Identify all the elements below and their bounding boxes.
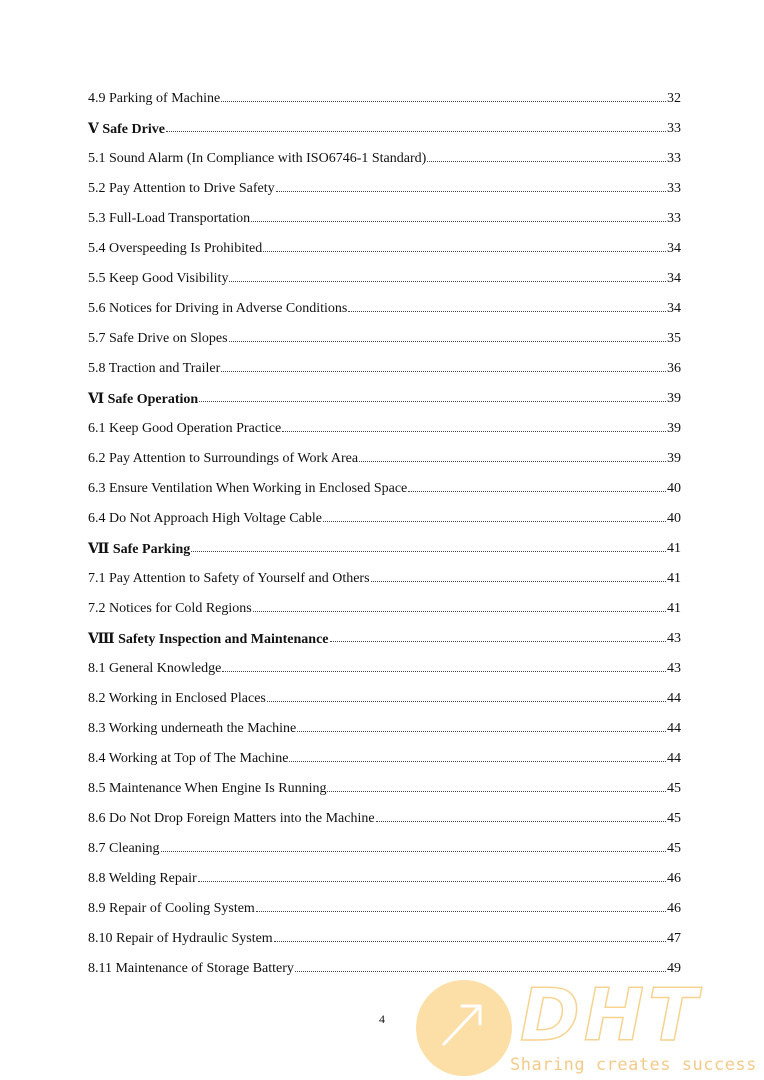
toc-dot-leader	[198, 881, 666, 882]
toc-entry-row[interactable]	[88, 294, 681, 324]
toc-entry-title: 5.3 Full-Load Transportation	[88, 211, 251, 226]
toc-entry-title: 8.6 Do Not Drop Foreign Matters into the Machine	[88, 811, 375, 826]
toc-page-number: 49	[667, 961, 681, 976]
toc-entry-title: 6.4 Do Not Approach High Voltage Cable	[88, 511, 322, 526]
toc-entry-row[interactable]	[88, 924, 681, 954]
toc-page-number: 35	[667, 331, 681, 346]
toc-dot-leader	[297, 731, 666, 732]
toc-dot-leader	[191, 551, 666, 552]
toc-page-number: 45	[667, 811, 681, 826]
toc-dot-leader	[276, 191, 666, 192]
toc-chapter-row[interactable]	[88, 534, 681, 564]
watermark-slogan: Sharing creates success	[510, 1055, 757, 1075]
arrow-icon	[436, 994, 492, 1050]
toc-chapter-row[interactable]	[88, 114, 681, 144]
toc-entry-row[interactable]	[88, 504, 681, 534]
toc-entry-row[interactable]	[88, 234, 681, 264]
toc-dot-leader	[327, 791, 666, 792]
toc-entry-row[interactable]	[88, 774, 681, 804]
toc-entry-row[interactable]	[88, 264, 681, 294]
toc-dot-leader	[330, 641, 667, 642]
toc-entry-row[interactable]	[88, 204, 681, 234]
toc-entry-row[interactable]	[88, 354, 681, 384]
toc-dot-leader	[229, 281, 666, 282]
toc-entry-row[interactable]	[88, 804, 681, 834]
toc-page-number: 39	[667, 391, 681, 406]
toc-page-number: 41	[667, 571, 681, 586]
toc-entry-title: 8.5 Maintenance When Engine Is Running	[88, 781, 327, 796]
toc-dot-leader	[253, 611, 666, 612]
toc-dot-leader	[348, 311, 666, 312]
toc-page-number: 45	[667, 841, 681, 856]
toc-page-number: 44	[667, 691, 681, 706]
toc-dot-leader	[161, 851, 666, 852]
toc-entry-title: 7.2 Notices for Cold Regions	[88, 601, 252, 616]
toc-entry-title: 6.2 Pay Attention to Surroundings of Work Area	[88, 451, 359, 466]
toc-page-number: 44	[667, 751, 681, 766]
toc-entry-title: 5.6 Notices for Driving in Adverse Conditions	[88, 301, 348, 316]
toc-entry-title: 8.4 Working at Top of The Machine	[88, 751, 289, 766]
toc-dot-leader	[427, 161, 666, 162]
toc-entry-title: 5.1 Sound Alarm (In Compliance with ISO6746-1 Standard)	[88, 151, 427, 166]
toc-entry-title: 7.1 Pay Attention to Safety of Yourself and Others	[88, 571, 370, 586]
toc-entry-title: 8.10 Repair of Hydraulic System	[88, 931, 273, 946]
toc-dot-leader	[359, 461, 666, 462]
toc-dot-leader	[251, 221, 666, 222]
toc-page-number: 33	[667, 181, 681, 196]
toc-page-number: 34	[667, 241, 681, 256]
toc-entry-title: 8.8 Welding Repair	[88, 871, 197, 886]
toc-dot-leader	[222, 671, 666, 672]
toc-page-number: 32	[667, 91, 681, 106]
toc-page-number: 39	[667, 451, 681, 466]
toc-entry-title: 5.5 Keep Good Visibility	[88, 271, 229, 286]
toc-page-number: 41	[667, 541, 681, 556]
toc-entry-title: 4.9 Parking of Machine	[88, 91, 221, 106]
toc-page-number: 47	[667, 931, 681, 946]
toc-page-number: 36	[667, 361, 681, 376]
toc-dot-leader	[221, 371, 666, 372]
watermark-logo: DHT	[520, 973, 702, 1057]
toc-entry-row[interactable]	[88, 654, 681, 684]
toc-page-number: 40	[667, 481, 681, 496]
toc-entry-row[interactable]	[88, 564, 681, 594]
page-number: 4	[379, 1012, 385, 1026]
toc-page-number: 40	[667, 511, 681, 526]
toc-entry-title: 5.2 Pay Attention to Drive Safety	[88, 181, 275, 196]
toc-entry-row[interactable]	[88, 894, 681, 924]
toc-entry-row[interactable]	[88, 174, 681, 204]
toc-dot-leader	[229, 341, 666, 342]
toc-dot-leader	[263, 251, 666, 252]
toc-dot-leader	[376, 821, 666, 822]
toc-entry-title: 8.2 Working in Enclosed Places	[88, 691, 266, 706]
toc-page-number: 46	[667, 871, 681, 886]
toc-entry-title: Ⅵ Safe Operation	[88, 391, 199, 407]
table-of-contents	[88, 84, 681, 984]
toc-page-number: 34	[667, 301, 681, 316]
toc-entry-title: 6.1 Keep Good Operation Practice	[88, 421, 282, 436]
toc-entry-title: 6.3 Ensure Ventilation When Working in Enclosed Space	[88, 481, 408, 496]
toc-dot-leader	[199, 401, 666, 402]
toc-page-number: 45	[667, 781, 681, 796]
toc-entry-row[interactable]	[88, 744, 681, 774]
toc-dot-leader	[221, 101, 666, 102]
toc-page-number: 44	[667, 721, 681, 736]
toc-page-number: 34	[667, 271, 681, 286]
toc-dot-leader	[166, 131, 666, 132]
toc-entry-row[interactable]	[88, 474, 681, 504]
toc-page-number: 33	[667, 151, 681, 166]
toc-entry-row[interactable]	[88, 444, 681, 474]
toc-chapter-row[interactable]	[88, 624, 681, 654]
toc-dot-leader	[267, 701, 666, 702]
toc-chapter-row[interactable]	[88, 384, 681, 414]
toc-entry-row[interactable]	[88, 324, 681, 354]
toc-entry-title: Ⅷ Safety Inspection and Maintenance	[88, 631, 329, 647]
toc-entry-row[interactable]	[88, 594, 681, 624]
toc-dot-leader	[274, 941, 666, 942]
toc-entry-title: 8.1 General Knowledge	[88, 661, 222, 676]
toc-page-number: 43	[667, 661, 681, 676]
toc-dot-leader	[289, 761, 666, 762]
toc-dot-leader	[282, 431, 666, 432]
toc-entry-row[interactable]	[88, 414, 681, 444]
toc-entry-row[interactable]	[88, 834, 681, 864]
toc-page-number: 39	[667, 421, 681, 436]
toc-entry-title: Ⅶ Safe Parking	[88, 541, 191, 557]
toc-dot-leader	[408, 491, 666, 492]
toc-entry-title: 8.3 Working underneath the Machine	[88, 721, 297, 736]
toc-entry-row[interactable]	[88, 684, 681, 714]
toc-dot-leader	[256, 911, 666, 912]
toc-page-number: 41	[667, 601, 681, 616]
toc-dot-leader	[371, 581, 666, 582]
toc-entry-row[interactable]	[88, 864, 681, 894]
toc-entry-title: 8.9 Repair of Cooling System	[88, 901, 255, 916]
toc-page-number: 33	[667, 211, 681, 226]
toc-entry-title: 5.8 Traction and Trailer	[88, 361, 221, 376]
toc-page-number: 43	[667, 631, 681, 646]
toc-entry-row[interactable]	[88, 714, 681, 744]
toc-dot-leader	[323, 521, 666, 522]
toc-entry-title: Ⅴ Safe Drive	[88, 121, 165, 137]
toc-entry-row[interactable]	[88, 144, 681, 174]
toc-page-number: 33	[667, 121, 681, 136]
toc-entry-row[interactable]	[88, 84, 681, 114]
toc-page-number: 46	[667, 901, 681, 916]
toc-entry-title: 8.11 Maintenance of Storage Battery	[88, 961, 294, 976]
toc-entry-title: 8.7 Cleaning	[88, 841, 160, 856]
toc-dot-leader	[295, 971, 666, 972]
toc-entry-title: 5.4 Overspeeding Is Prohibited	[88, 241, 263, 256]
toc-entry-title: 5.7 Safe Drive on Slopes	[88, 331, 228, 346]
